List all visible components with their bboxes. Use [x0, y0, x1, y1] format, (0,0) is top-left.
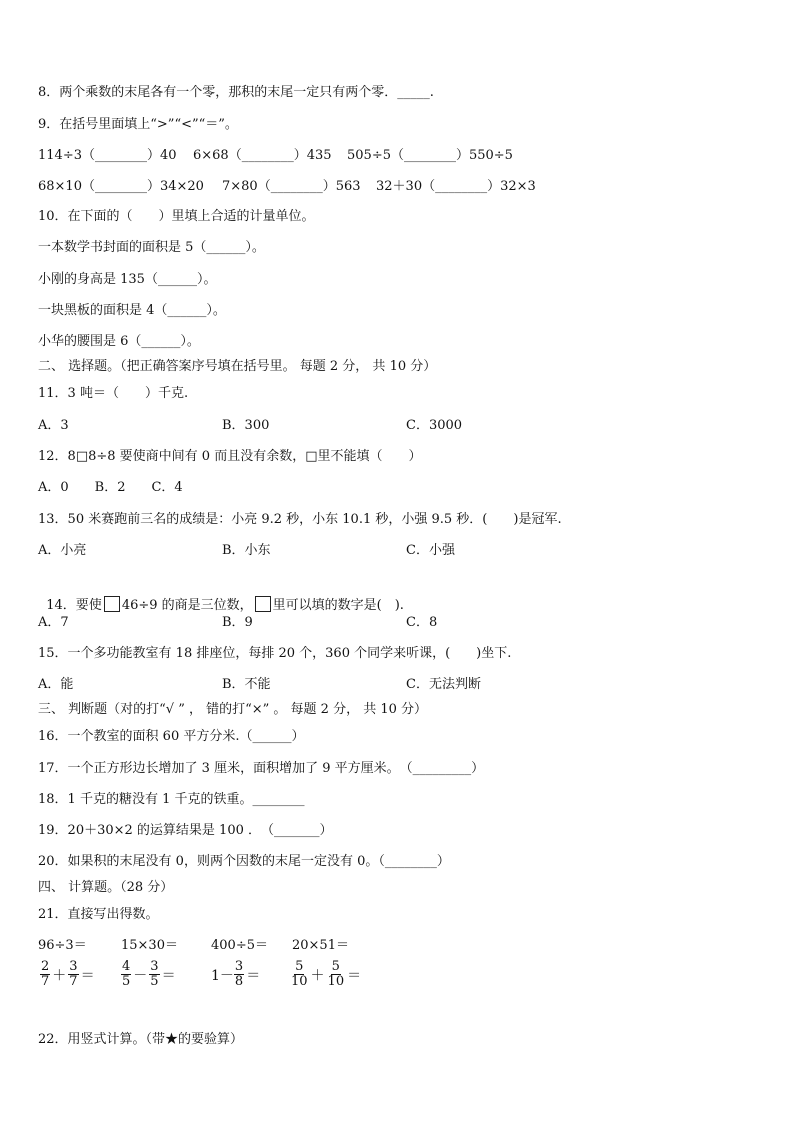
q15-option-c: C．无法判断: [406, 677, 481, 692]
q14-option-a: A．7: [38, 615, 69, 630]
q9-item-5: 7×80（________）563: [222, 179, 361, 194]
q21-fraction-d: [290, 960, 363, 989]
q12-options: A．0 B．2 C．4: [38, 480, 183, 495]
fraction: $\frac{5}{10}$: [327, 959, 345, 989]
question-22: 22．用竖式计算。（带★的要验算）: [38, 1032, 244, 1047]
question-11: 11．3 吨＝（ ）千克.: [38, 386, 189, 401]
q13-option-c: C．小强: [406, 543, 455, 558]
q21-calc-3: 400÷5＝: [211, 938, 268, 953]
blank-box-icon: [255, 596, 271, 612]
operator: ＋: [52, 967, 67, 984]
q10-item-3: 一块黑板的面积是 4（______）。: [38, 303, 226, 318]
lead-term: 1－: [211, 967, 234, 984]
question-9: 9．在括号里面填上“>”“<”“＝”。: [38, 117, 238, 132]
q13-option-b: B．小东: [222, 543, 271, 558]
q15-option-b: B．不能: [222, 677, 271, 692]
q21-calc-4: 20×51＝: [292, 938, 349, 953]
question-8: 8．两个乘数的末尾各有一个零，那积的末尾一定只有两个零．_____.: [38, 85, 434, 100]
q11-option-c: C．3000: [406, 418, 463, 433]
operator: ＋: [310, 967, 325, 984]
q21-calc-2: 15×30＝: [121, 938, 178, 953]
q14-option-c: C．8: [406, 615, 438, 630]
q10-item-1: 一本数学书封面的面积是 5（______）。: [38, 240, 265, 255]
q9-item-3: 505÷5（________）550÷5: [347, 148, 513, 163]
fraction: $\frac{4}{5}$: [122, 959, 131, 989]
fraction: $\frac{2}{7}$: [41, 959, 50, 989]
q21-fraction-c: [211, 960, 262, 989]
q14-option-b: B．9: [222, 615, 253, 630]
question-15: 15．一个多功能教室有 18 排座位，每排 20 个，360 个同学来听课，( )坐下.: [38, 646, 512, 661]
fraction: $\frac{3}{8}$: [234, 959, 244, 989]
question-17: 17．一个正方形边长增加了 3 厘米，面积增加了 9 平方厘米。 （_________）: [38, 761, 485, 776]
blank-box-icon: [104, 596, 120, 612]
question-16: 16．一个教室的面积 60 平方分米.（______）: [38, 729, 305, 744]
q11-option-b: B．300: [222, 418, 270, 433]
q11-option-a: A．3: [38, 418, 69, 433]
equals: ＝: [161, 967, 176, 984]
section-4-heading: 四、 计算题。（28 分）: [38, 880, 174, 895]
question-19: 19．20＋30×2 的运算结果是 100 ． （_______）: [38, 823, 333, 838]
equals: ＝: [80, 967, 95, 984]
q10-item-4: 小华的腰围是 6（______）。: [38, 334, 200, 349]
question-12: 12．8□8÷8 要使商中间有 0 而且没有余数，□里不能填（ ）: [38, 449, 422, 464]
question-14: [38, 578, 404, 615]
equals: ＝: [347, 967, 362, 984]
fraction: $\frac{3}{7}$: [69, 959, 78, 989]
q21-fraction-a: [40, 960, 97, 989]
question-10: 10．在下面的（ ）里填上合适的计量单位。: [38, 209, 315, 224]
question-18: 18．1 千克的糖没有 1 千克的铁重。________: [38, 792, 305, 807]
q14-middle: 46÷9 的商是三位数，: [121, 598, 253, 613]
question-20: 20．如果积的末尾没有 0，则两个因数的末尾一定没有 0。（________）: [38, 854, 450, 869]
q9-item-1: 114÷3（________）40: [38, 148, 177, 163]
q9-item-2: 6×68（________）435: [193, 148, 332, 163]
q13-option-a: A．小亮: [38, 543, 87, 558]
fraction: $\frac{3}{5}$: [150, 959, 159, 989]
section-2-heading: 二、 选择题。（把正确答案序号填在括号里。 每题 2 分， 共 10 分）: [38, 359, 437, 374]
q14-suffix: 里可以填的数字是( ).: [272, 598, 404, 613]
equals: ＝: [246, 967, 261, 984]
q9-item-4: 68×10（________）34×20: [38, 179, 204, 194]
q15-option-a: A．能: [38, 677, 74, 692]
fraction: $\frac{5}{10}$: [291, 959, 308, 989]
section-3-heading: 三、 判断题（对的打“√ ” ， 错的打“×” 。 每题 2 分， 共 10 分）: [38, 702, 428, 717]
q21-fraction-b: [121, 960, 178, 989]
question-21: 21．直接写出得数。: [38, 907, 159, 922]
q10-item-2: 小刚的身高是 135（______）。: [38, 272, 217, 287]
q9-item-6: 32＋30（________）32×3: [376, 179, 536, 194]
q21-calc-1: 96÷3＝: [38, 938, 87, 953]
q14-prefix: 14．要使: [46, 598, 102, 613]
operator: －: [133, 967, 148, 984]
question-13: 13．50 米赛跑前三名的成绩是：小亮 9.2 秒，小东 10.1 秒，小强 9.5 秒．( )是冠军.: [38, 512, 562, 527]
